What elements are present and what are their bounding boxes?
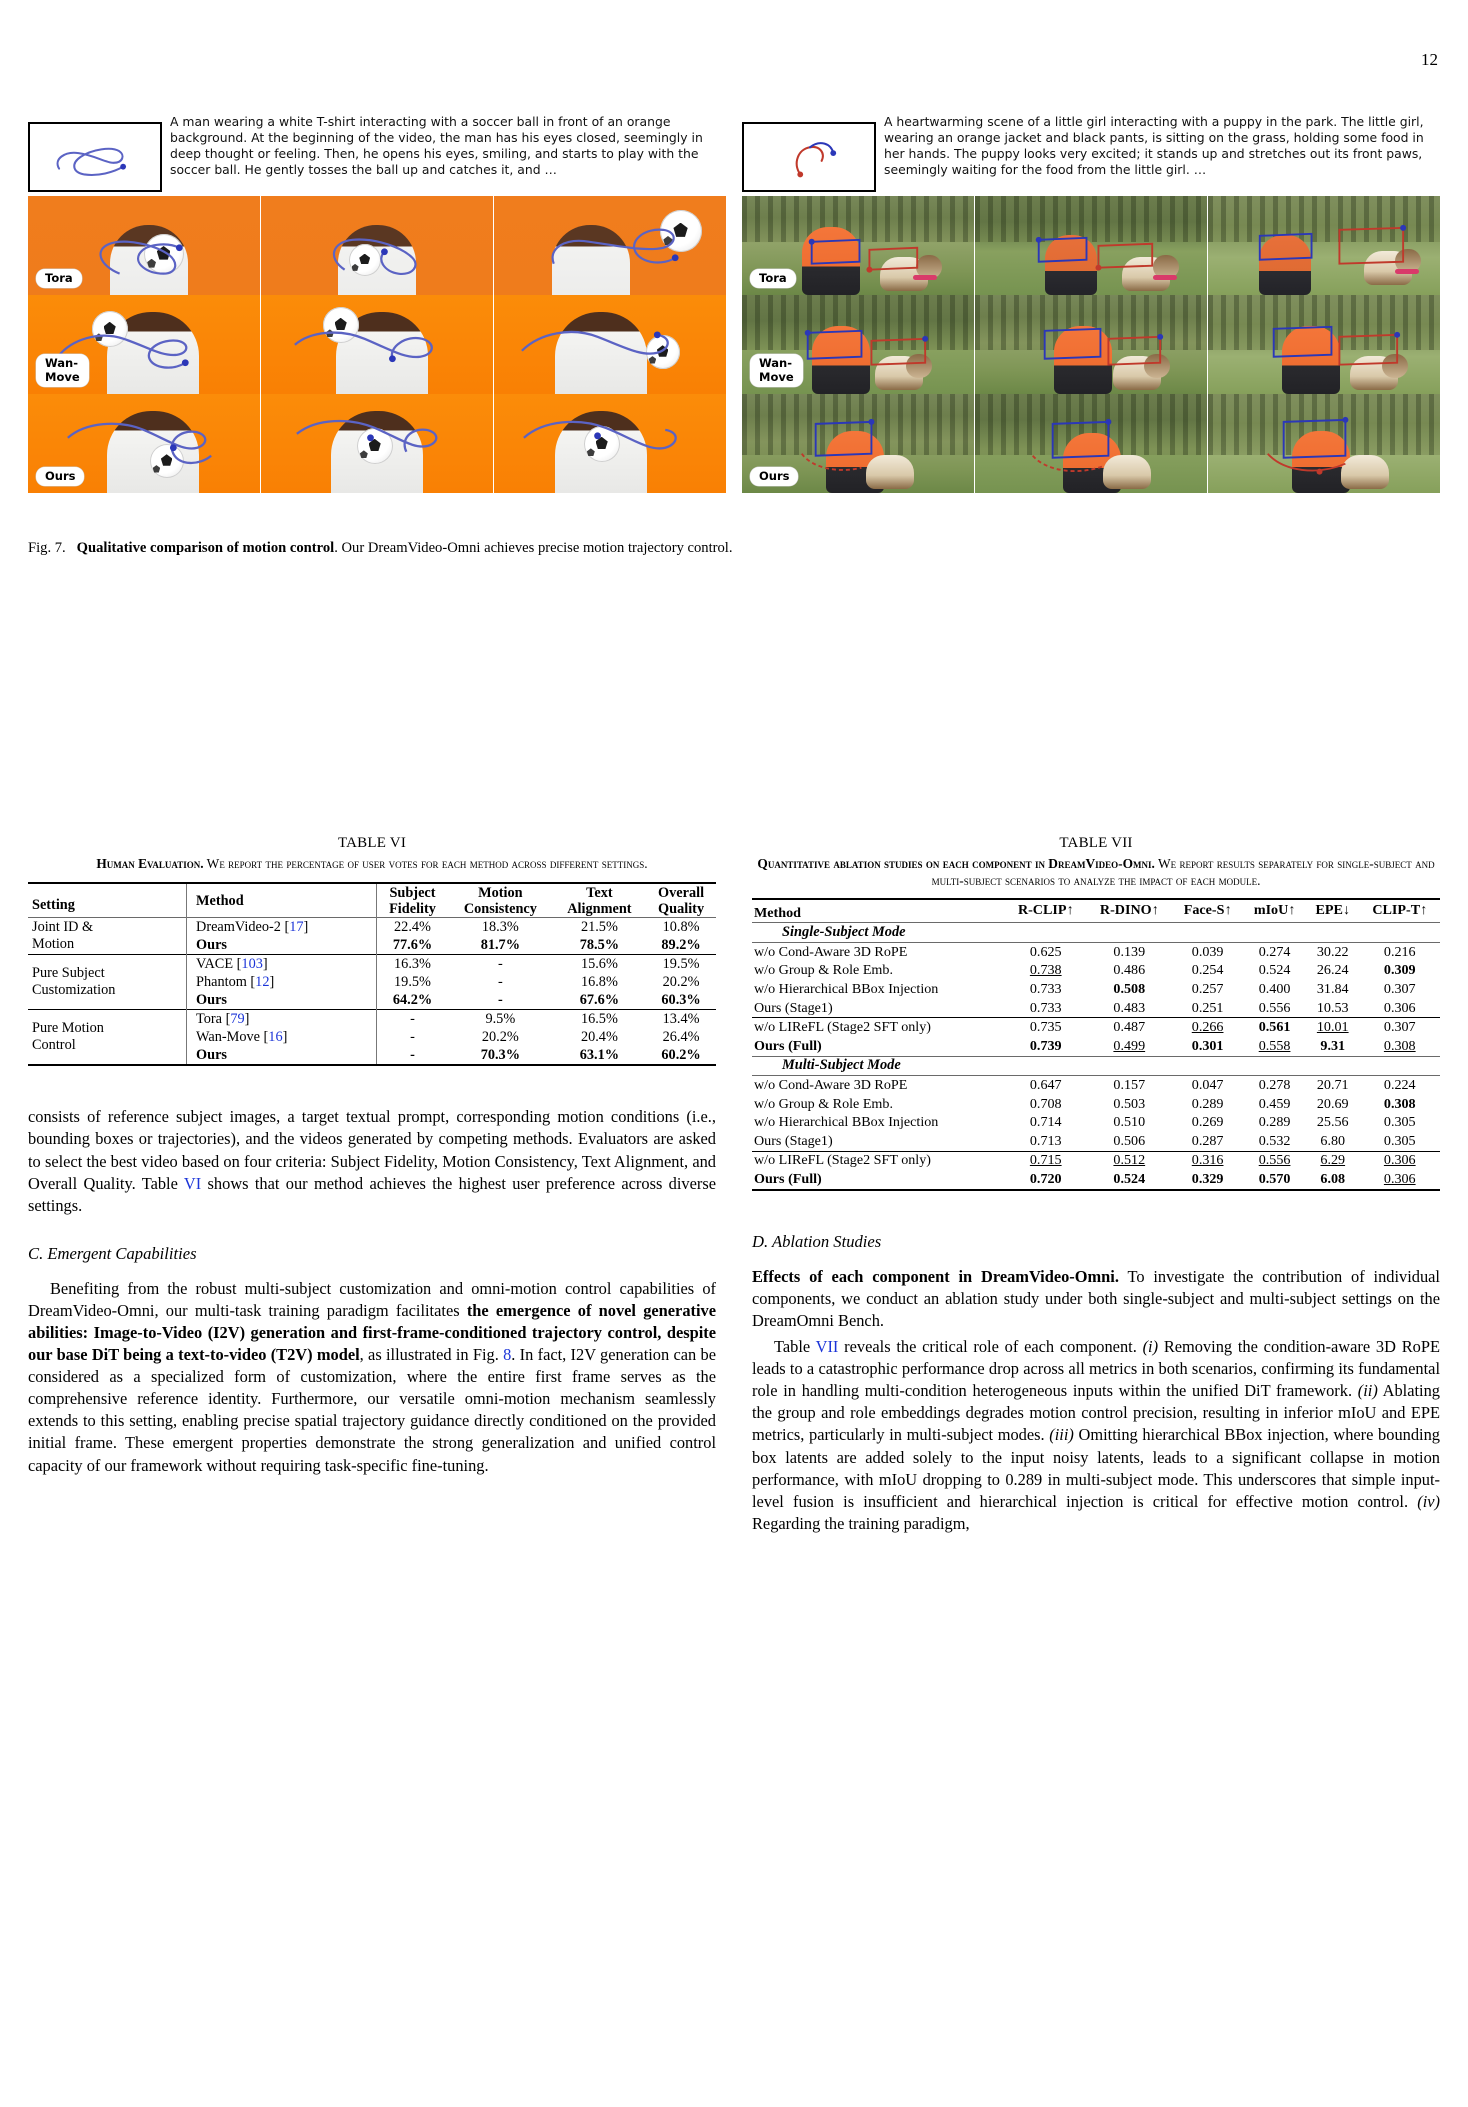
frame-row-wanmove-left [28, 295, 726, 394]
column-header-rclip: R-CLIP↑ [1017, 902, 1074, 919]
table-row [28, 918, 716, 937]
cell-value: 20.4% [580, 1028, 618, 1045]
frame-row-tora-right [742, 196, 1440, 295]
cell-value: 0.309 [1383, 962, 1416, 979]
cell-value: 0.278 [1258, 1076, 1291, 1093]
column-header-epe: EPE↓ [1315, 902, 1350, 919]
mode-header-row [752, 923, 1440, 943]
table-row [752, 1037, 1440, 1056]
cell-value: - [497, 973, 503, 990]
cell-value: 0.524 [1258, 962, 1291, 979]
column-header-motion-consistency: Motion Consistency [463, 884, 537, 917]
table-vi [28, 882, 716, 1066]
table-row [752, 1151, 1440, 1170]
table-row [28, 955, 716, 974]
column-header-clipt: CLIP-T↑ [1372, 902, 1428, 919]
cell-value: 81.7% [480, 936, 521, 953]
figure-caption-bold: Qualitative comparison of motion control [76, 540, 335, 556]
left-column [28, 835, 716, 1477]
cell-method: w/o Group & Role Emb. [754, 962, 893, 979]
cell-value: 0.556 [1258, 999, 1291, 1016]
table-header-row [752, 899, 1440, 923]
cell-value: 0.329 [1191, 1170, 1224, 1187]
cell-method: w/o LIReFL (Stage2 SFT only) [754, 1019, 931, 1036]
column-header-setting: Setting [32, 897, 75, 914]
figure-right-panel [742, 110, 1440, 493]
frame-row-ours-right [742, 394, 1440, 493]
table-vi-caption [28, 855, 716, 872]
cell-value: 19.5% [662, 955, 700, 972]
mode-header: Single-Subject Mode [782, 924, 906, 941]
column-header-subject-fidelity: Subject Fidelity [377, 883, 449, 918]
column-header-text-alignment: Text Alignment [567, 884, 632, 917]
table-vi-block [28, 835, 716, 1066]
cell-value: 0.224 [1383, 1076, 1416, 1093]
cell-method: w/o Hierarchical BBox Injection [754, 1114, 939, 1131]
cell-value: 0.306 [1383, 1152, 1416, 1169]
cell-value: 18.3% [481, 918, 519, 935]
cell-value: 31.84 [1316, 981, 1349, 997]
cell-value: 0.400 [1258, 981, 1291, 997]
cell-value: 0.733 [1029, 981, 1062, 997]
paragraph-table-vii-analysis: Table VII reveals the critical role of each component. (i) Removing the condition-aware 3D RoPE leads to a catastrophic performance drop across all metrics in both scenarios, confirming its fundamental role in handling multi-condition heterogeneous inputs within the unified DiT framework. (ii) Ablating the group and role embeddings degrades motion control precision, resulting in inferior mIoU and EPE metrics, particularly in multi-subject modes. (iii) Omitting hierarchical BBox injection, where bounding box latents are added solely to the input noisy latents, leads to a significant collapse in motion performance, with mIoU dropping to 0.289 in multi-subject mode. This underscores that simple input-level fusion is insufficient and hierarchical injection is critical for effective motion control. (iv) Regarding the training paradigm, [752, 1337, 1440, 1533]
cell-setting: Pure Motion Control [32, 1020, 104, 1054]
cell-setting: Pure Subject Customization [32, 965, 116, 999]
figure-number: Fig. 7. [28, 540, 66, 556]
figure-7 [28, 110, 1440, 559]
method-label-tora-left: Tora [36, 269, 82, 288]
cell-setting: Joint ID & Motion [32, 918, 94, 952]
figure-left-panel [28, 110, 726, 493]
cell-method: VACE [103] [187, 955, 377, 974]
cell-value: 0.139 [1113, 943, 1146, 960]
cell-value: 0.307 [1383, 981, 1416, 997]
video-frame [28, 394, 260, 493]
table-row [752, 1170, 1440, 1190]
cell-value: 70.3% [480, 1046, 521, 1063]
figure-caption-rest: . Our DreamVideo-Omni achieves precise motion trajectory control. [334, 540, 733, 556]
table-row [752, 1113, 1440, 1132]
cell-value: 0.216 [1383, 943, 1416, 960]
cell-method: w/o Cond-Aware 3D RoPE [754, 943, 908, 960]
cell-value: - [497, 991, 503, 1008]
cell-method: Ours [187, 1046, 377, 1065]
video-frame [974, 295, 1207, 394]
cell-value: 0.647 [1029, 1076, 1062, 1093]
cell-value: 0.510 [1113, 1114, 1146, 1131]
paragraph-emergent: Benefiting from the robust multi-subject customization and omni-motion control capabilities of DreamVideo-Omni, our multi-task training paradigm facilitates the emergence of novel generative abilities: Image-to-Video (I2V) generation and first-frame-conditioned trajectory control, despite our base DiT being a text-to-video (T2V) model, as illustrated in Fig. 8. In fact, I2V generation can be considered as a specialized form of customization, where the entire first frame serves as the comprehensive reference identity. Furthermore, our versatile omni-motion mechanism seamlessly extends to this setting, enabling precise spatial trajectory guidance directly conditioned on the provided initial frame. These emergent properties demonstrate the strong generalization and unified control capacity of our framework without requiring task-specific fine-tuning. [28, 1279, 717, 1475]
video-frame [493, 196, 726, 295]
cell-value: 0.039 [1191, 943, 1224, 960]
cell-value: 0.266 [1191, 1019, 1224, 1036]
mode-header-row [752, 1056, 1440, 1076]
video-frame [493, 394, 726, 493]
cell-value: 16.8% [580, 973, 618, 990]
cell-value: 0.289 [1191, 1095, 1224, 1112]
trajectory-thumbnail-right [742, 122, 876, 192]
cell-value: 25.56 [1316, 1114, 1349, 1131]
video-frame [742, 295, 974, 394]
cell-value: 0.289 [1258, 1114, 1291, 1131]
table-row [752, 980, 1440, 999]
cell-method: w/o Hierarchical BBox Injection [754, 981, 939, 997]
cell-value: 77.6% [377, 936, 449, 955]
cell-value: 0.487 [1113, 1019, 1146, 1036]
trajectory-sketch-icon [744, 124, 874, 192]
cell-value: 6.29 [1320, 1152, 1346, 1169]
table-vii-caption [752, 855, 1440, 890]
cell-value: 21.5% [580, 918, 618, 935]
video-frame [742, 394, 974, 493]
video-frame [1207, 295, 1440, 394]
cell-value: 0.287 [1191, 1132, 1224, 1149]
frame-row-tora-left [28, 196, 726, 295]
column-header-method: Method [754, 904, 801, 921]
cell-value: 0.459 [1258, 1095, 1291, 1112]
cell-value: 6.08 [1320, 1170, 1346, 1187]
table-vii-caption-lead: Quantitative ablation studies on each component in DreamVideo-Omni. [757, 856, 1155, 871]
prompt-text-left: A man wearing a white T-shirt interacting with a soccer ball in front of an orange background. At the beginning of the video, the man has his eyes closed, seemingly in deep thought or feeling. Then, he opens his eyes, smiling, and starts to play with the soccer ball. He gently tosses the ball up and catches it, and … [170, 114, 703, 178]
cell-value: - [377, 1028, 449, 1046]
column-header-method: Method [187, 883, 377, 918]
cell-value: 60.3% [661, 991, 701, 1008]
table-row [752, 943, 1440, 962]
figure-8-reference[interactable]: 8 [503, 1345, 512, 1365]
table-vi-number: TABLE VI [337, 835, 407, 851]
cell-value: 20.2% [662, 973, 700, 990]
cell-value: 0.157 [1113, 1076, 1146, 1093]
cell-value: 0.483 [1113, 999, 1146, 1016]
cell-value: 0.713 [1029, 1132, 1062, 1149]
cell-value: 26.24 [1316, 962, 1349, 979]
cell-value: - [497, 955, 503, 972]
cell-value: 0.305 [1383, 1132, 1416, 1149]
cell-value: 0.308 [1383, 1095, 1416, 1112]
figure-caption [28, 539, 1440, 559]
frame-row-wanmove-right [742, 295, 1440, 394]
cell-value: 0.715 [1029, 1152, 1062, 1169]
cell-value: 0.708 [1029, 1095, 1062, 1112]
cell-value: 10.8% [662, 918, 700, 935]
column-header-overall-quality: Overall Quality [658, 884, 705, 917]
cell-value: 0.506 [1113, 1132, 1146, 1149]
cell-method: w/o Group & Role Emb. [754, 1095, 893, 1112]
method-label-ours-left: Ours [36, 467, 84, 486]
column-header-faces: Face-S↑ [1183, 902, 1232, 919]
cell-value: 20.2% [481, 1028, 519, 1045]
cell-value: 30.22 [1316, 943, 1349, 960]
cell-value: 0.301 [1191, 1037, 1224, 1054]
table-vii-number: TABLE VII [1059, 835, 1133, 851]
table-row [752, 1132, 1440, 1151]
mode-header: Multi-Subject Mode [782, 1057, 901, 1074]
table-row [752, 962, 1440, 981]
method-label-tora-right: Tora [750, 269, 796, 288]
cell-value: 9.5% [485, 1010, 516, 1027]
cell-method: Ours (Full) [754, 1037, 822, 1054]
column-header-miou: mIoU↑ [1253, 902, 1296, 919]
table-vii-block [752, 835, 1440, 1191]
cell-value: 0.532 [1258, 1132, 1291, 1149]
table-vi-reference[interactable]: VI [183, 1173, 202, 1193]
paragraph-effects: Effects of each component in DreamVideo-Omni. To investigate the contribution of individual components, we conduct an ablation study under both single-subject and multi-subject settings on the DreamOmni Bench. [752, 1267, 1440, 1331]
cell-value: 16.3% [377, 955, 449, 974]
cell-method: Ours (Stage1) [754, 999, 833, 1016]
page-number: 12 [1421, 50, 1438, 69]
cell-value: 0.561 [1258, 1019, 1291, 1036]
cell-value: 0.305 [1383, 1114, 1416, 1131]
cell-value: 0.316 [1191, 1152, 1224, 1169]
cell-value: 89.2% [661, 936, 701, 953]
cell-value: 78.5% [579, 936, 620, 953]
cell-value: 0.254 [1191, 962, 1224, 979]
cell-value: 0.503 [1113, 1095, 1146, 1112]
cell-value: 0.570 [1258, 1170, 1291, 1187]
cell-value: 0.738 [1029, 962, 1062, 979]
cell-value: 0.269 [1191, 1114, 1224, 1131]
right-column-body [752, 1231, 1440, 1535]
prompt-text-right: A heartwarming scene of a little girl interacting with a puppy in the park. The little girl, wearing an orange jacket and black pants, is sitting on the grass, holding some food in her hands. The puppy looks very excited; it stands up and stretches out its front paws, seemingly waiting for the food from the little girl. … [884, 114, 1424, 178]
cell-value: 10.01 [1316, 1019, 1349, 1036]
trajectory-thumbnail-left [28, 122, 162, 192]
cell-value: 0.308 [1383, 1037, 1416, 1054]
cell-value: 0.306 [1383, 1170, 1416, 1187]
video-frame [1207, 394, 1440, 493]
frame-grid-left [28, 196, 726, 493]
paragraph-human-eval: consists of reference subject images, a target textual prompt, corresponding motion conditions (i.e., bounding boxes or trajectories), and the videos generated by competing methods. Evaluators are asked to select the best video based on four criteria: Subject Fidelity, Motion Consistency, Text Alignment, and Overall Quality. Table VI shows that our method achieves the highest user preference across diverse settings. [28, 1107, 716, 1215]
video-frame [28, 295, 260, 394]
video-frame [974, 196, 1207, 295]
cell-method: Ours [187, 936, 377, 955]
table-vi-caption-lead: Human Evaluation. [96, 856, 204, 871]
cell-method: Phantom [12] [187, 973, 377, 991]
video-frame [260, 394, 493, 493]
right-column [752, 835, 1440, 1535]
video-frame [1207, 196, 1440, 295]
cell-value: 67.6% [579, 991, 620, 1008]
cell-value: 0.274 [1258, 943, 1291, 960]
cell-value: 0.556 [1258, 1152, 1291, 1169]
cell-method: w/o LIReFL (Stage2 SFT only) [754, 1152, 931, 1169]
column-header-rdino: R-DINO↑ [1099, 902, 1159, 919]
cell-value: 22.4% [377, 918, 449, 937]
cell-value: 0.625 [1029, 943, 1062, 960]
cell-value: 16.5% [580, 1010, 618, 1027]
method-label-wanmove-right: Wan-Move [750, 354, 803, 387]
cell-value: 0.306 [1383, 999, 1416, 1016]
cell-value: 19.5% [377, 973, 449, 991]
cell-value: 0.733 [1029, 999, 1062, 1016]
cell-method: Tora [79] [187, 1010, 377, 1029]
section-heading-d: D. Ablation Studies [752, 1231, 882, 1251]
cell-value: 20.69 [1316, 1095, 1349, 1112]
cell-value: 64.2% [377, 991, 449, 1010]
trajectory-sketch-icon [30, 124, 160, 192]
cell-value: 0.486 [1113, 962, 1146, 979]
cell-value: 26.4% [662, 1028, 700, 1045]
table-row [752, 1018, 1440, 1037]
table-header-row [28, 883, 716, 918]
cell-value: 0.720 [1029, 1170, 1062, 1187]
video-frame [260, 295, 493, 394]
cell-method: w/o Cond-Aware 3D RoPE [754, 1076, 908, 1093]
cell-method: DreamVideo-2 [17] [187, 918, 377, 937]
cell-value: 0.251 [1191, 999, 1224, 1016]
video-frame [974, 394, 1207, 493]
cell-value: 0.257 [1191, 981, 1224, 997]
table-vii-reference[interactable]: VII [815, 1337, 839, 1357]
video-frame [28, 196, 260, 295]
cell-value: 0.512 [1113, 1152, 1146, 1169]
table-vii-caption-rest: We report results separately for single-subject and multi-subject scenarios to analyze the impact of each module. [931, 856, 1435, 889]
cell-value: - [377, 1046, 449, 1065]
cell-value: 10.53 [1316, 999, 1349, 1016]
cell-value: 0.307 [1383, 1019, 1416, 1036]
cell-value: 0.739 [1029, 1037, 1062, 1054]
video-frame [742, 196, 974, 295]
cell-value: 0.508 [1113, 981, 1146, 997]
frame-grid-right [742, 196, 1440, 493]
table-row [752, 1095, 1440, 1114]
cell-value: 9.31 [1320, 1037, 1346, 1054]
cell-method: Wan-Move [16] [187, 1028, 377, 1046]
table-row [28, 1010, 716, 1029]
method-label-ours-right: Ours [750, 467, 798, 486]
cell-value: 0.714 [1029, 1114, 1062, 1131]
cell-value: 0.735 [1029, 1019, 1062, 1036]
cell-value: 0.558 [1258, 1037, 1291, 1054]
cell-value: - [377, 1010, 449, 1029]
cell-method: Ours [187, 991, 377, 1010]
table-vi-caption-rest: We report the percentage of user votes for each method across different settings. [203, 856, 648, 871]
table-row [752, 999, 1440, 1018]
cell-value: 15.6% [580, 955, 618, 972]
video-frame [260, 196, 493, 295]
cell-method: Ours (Full) [754, 1170, 822, 1187]
cell-value: 20.71 [1316, 1076, 1349, 1093]
cell-value: 60.2% [661, 1046, 701, 1063]
cell-value: 0.499 [1113, 1037, 1146, 1054]
cell-value: 6.80 [1320, 1132, 1346, 1149]
cell-value: 0.524 [1113, 1170, 1146, 1187]
table-vii [752, 898, 1440, 1191]
section-heading-c: C. Emergent Capabilities [28, 1243, 197, 1263]
video-frame [493, 295, 726, 394]
frame-row-ours-left [28, 394, 726, 493]
table-row [752, 1076, 1440, 1095]
cell-method: Ours (Stage1) [754, 1132, 833, 1149]
cell-value: 63.1% [579, 1046, 620, 1063]
cell-value: 13.4% [662, 1010, 700, 1027]
left-column-body [28, 1106, 716, 1476]
cell-value: 0.047 [1191, 1076, 1224, 1093]
method-label-wanmove-left: Wan-Move [36, 354, 89, 387]
